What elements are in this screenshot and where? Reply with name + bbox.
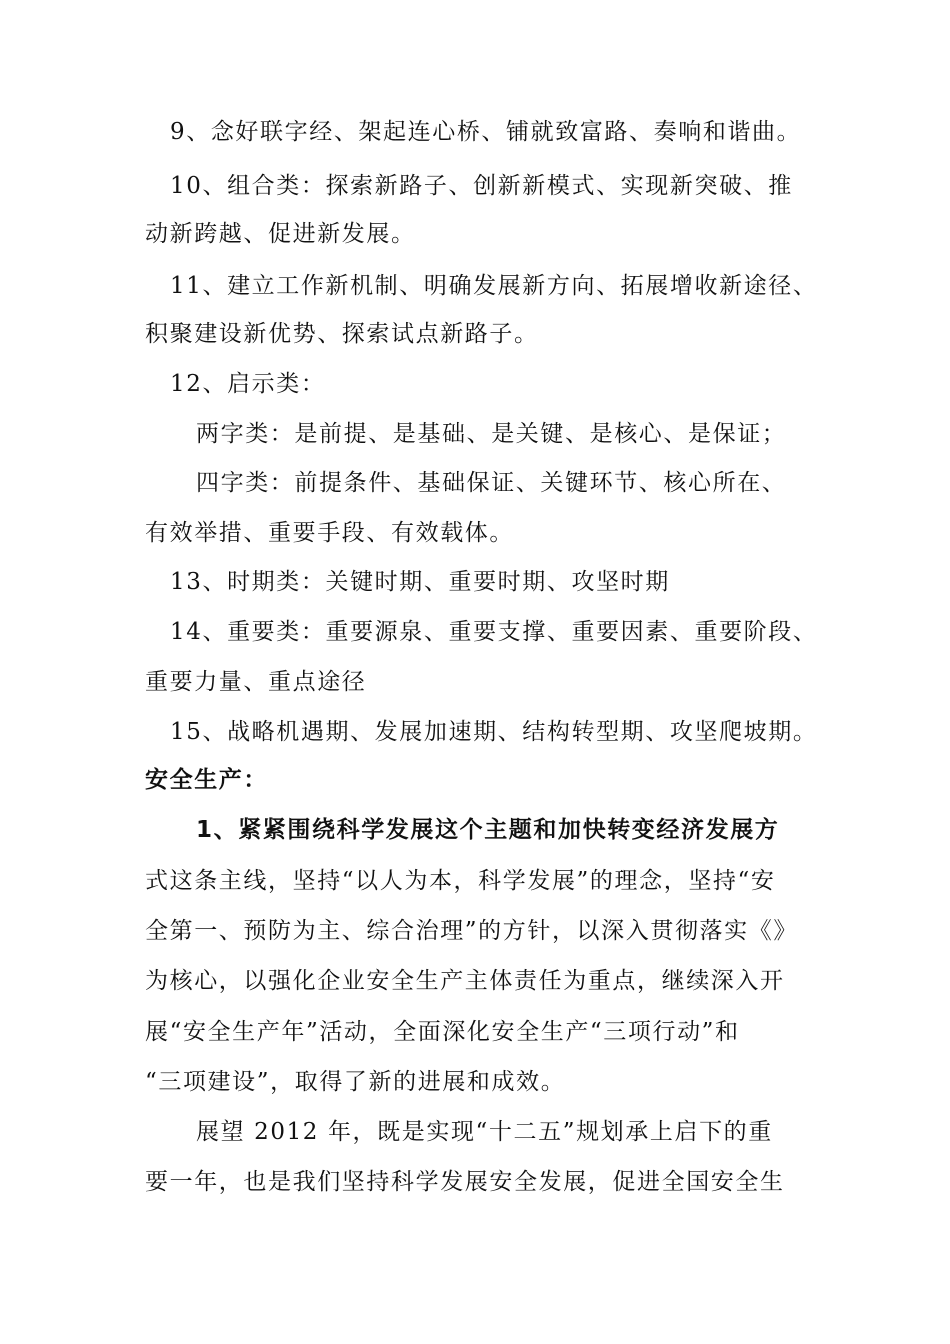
text-line: 展望 2012 年，既是实现“十二五”规划承上启下的重 <box>196 1119 773 1145</box>
text-line: 四字类：前提条件、基础保证、关键环节、核心所在、 <box>196 470 787 496</box>
text-line: 14、重要类：重要源泉、重要支撑、重要因素、重要阶段、 <box>170 619 818 645</box>
text-line: 为核心，以强化企业安全生产主体责任为重点，继续深入开 <box>145 968 785 994</box>
text-line: 积聚建设新优势、探索试点新路子。 <box>145 321 539 347</box>
text-line: 15、战略机遇期、发展加速期、结构转型期、攻坚爬坡期。 <box>170 719 818 745</box>
text-line: 9、念好联字经、架起连心桥、铺就致富路、奏响和谐曲。 <box>170 119 802 145</box>
text-line: 11、建立工作新机制、明确发展新方向、拓展增收新途径、 <box>170 273 818 299</box>
text-line: 要一年，也是我们坚持科学发展安全发展，促进全国安全生 <box>145 1169 785 1195</box>
text-line: 有效举措、重要手段、有效载体。 <box>145 520 514 546</box>
text-line: 10、组合类：探索新路子、创新新模式、实现新突破、推 <box>170 173 793 199</box>
section-heading: 安全生产： <box>145 767 268 793</box>
text-line: 重要力量、重点途径 <box>145 669 367 695</box>
text-line: 1、紧紧围绕科学发展这个主题和加快转变经济发展方 <box>196 817 780 843</box>
text-line: 两字类：是前提、是基础、是关键、是核心、是保证； <box>196 421 787 447</box>
text-line: “三项建设”，取得了新的进展和成效。 <box>145 1069 566 1095</box>
text-line: 式这条主线，坚持“以人为本，科学发展”的理念，坚持“安 <box>145 868 776 894</box>
text-line: 展“安全生产年”活动，全面深化安全生产“三项行动”和 <box>145 1019 740 1045</box>
text-line: 全第一、预防为主、综合治理”的方针，以深入贯彻落实《》 <box>145 918 798 944</box>
text-line: 动新跨越、促进新发展。 <box>145 221 416 247</box>
text-line: 12、启示类： <box>170 371 326 397</box>
text-line: 13、时期类：关键时期、重要时期、攻坚时期 <box>170 569 670 595</box>
